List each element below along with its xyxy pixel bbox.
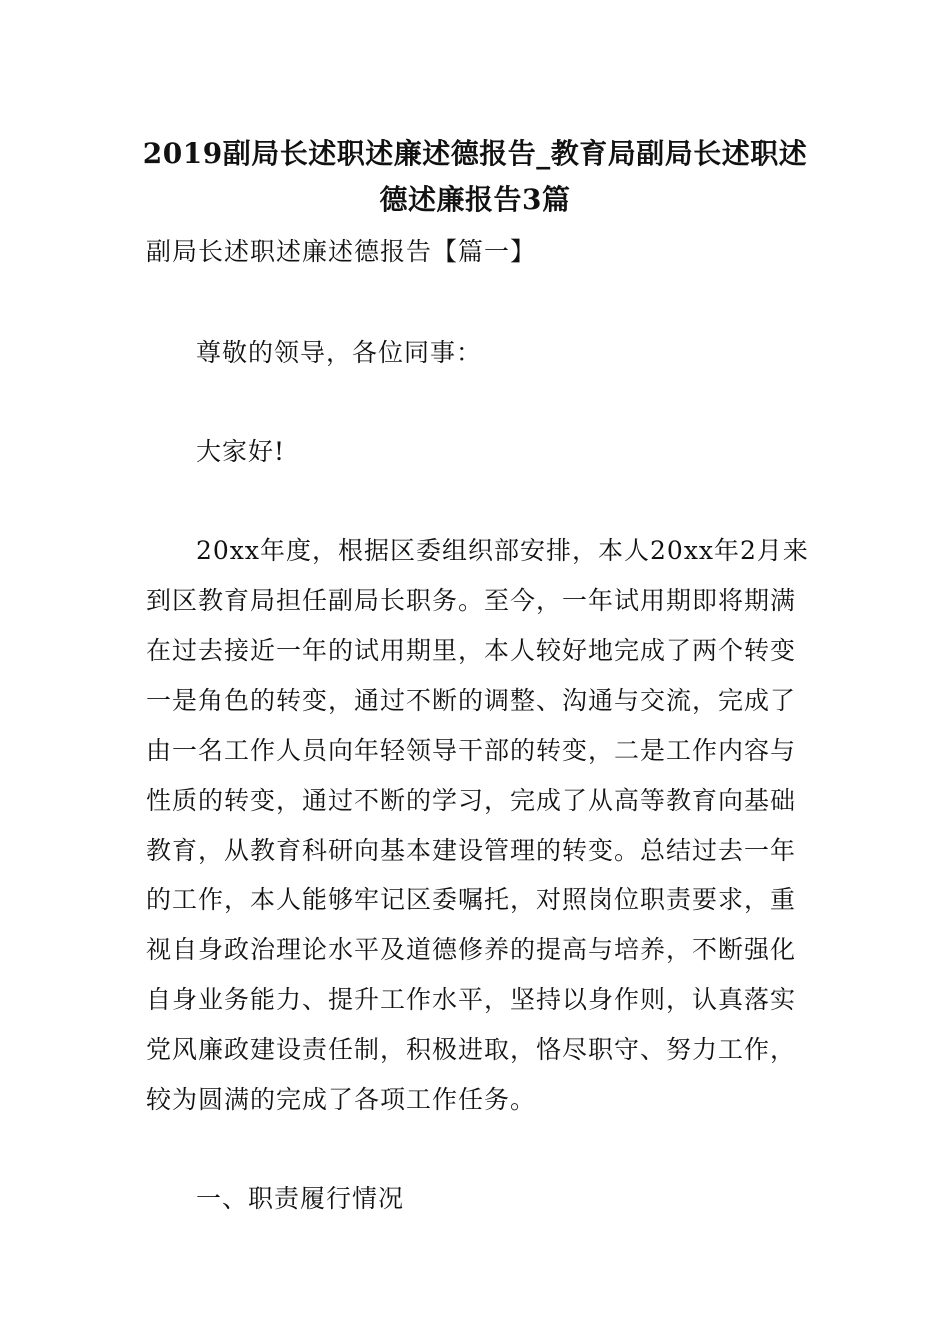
paragraph-1-line: 党风廉政建设责任制，积极进取，恪尽职守、努力工作， [146,1035,797,1064]
paragraph-1-line: 自身业务能力、提升工作水平，坚持以身作则，认真落实 [146,985,797,1014]
paragraph-1-line: 由一名工作人员向年轻领导干部的转变，二是工作内容与 [146,736,797,765]
paragraph-1-line: 性质的转变，通过不断的学习，完成了从高等教育向基础 [146,786,797,815]
subheading-1: 一、职责履行情况 [196,1184,405,1213]
document-title-line-2: 德述廉报告3篇 [379,183,571,216]
paragraph-1-line: 到区教育局担任副局长职务。至今，一年试用期即将期满 [146,586,797,615]
paragraph-1-line: 较为圆满的完成了各项工作任务。 [146,1085,537,1114]
section-heading: 副局长述职述廉述德报告【篇一】 [146,237,537,266]
salutation: 尊敬的领导，各位同事： [196,338,483,367]
document-title-line-1: 2019副局长述职述廉述德报告_教育局副局长述职述 [142,137,808,170]
paragraph-1-line: 教育，从教育科研向基本建设管理的转变。总结过去一年 [146,836,797,865]
paragraph-1-line: 一是角色的转变，通过不断的调整、沟通与交流，完成了 [146,686,797,715]
paragraph-1-line: 20xx年度，根据区委组织部安排，本人20xx年2月来 [196,536,809,565]
paragraph-1-line: 的工作，本人能够牢记区委嘱托，对照岗位职责要求，重 [146,885,797,914]
paragraph-1-line: 视自身政治理论水平及道德修养的提高与培养，不断强化 [146,935,797,964]
greeting: 大家好! [196,437,286,466]
paragraph-1-line: 在过去接近一年的试用期里，本人较好地完成了两个转变 [146,636,797,665]
